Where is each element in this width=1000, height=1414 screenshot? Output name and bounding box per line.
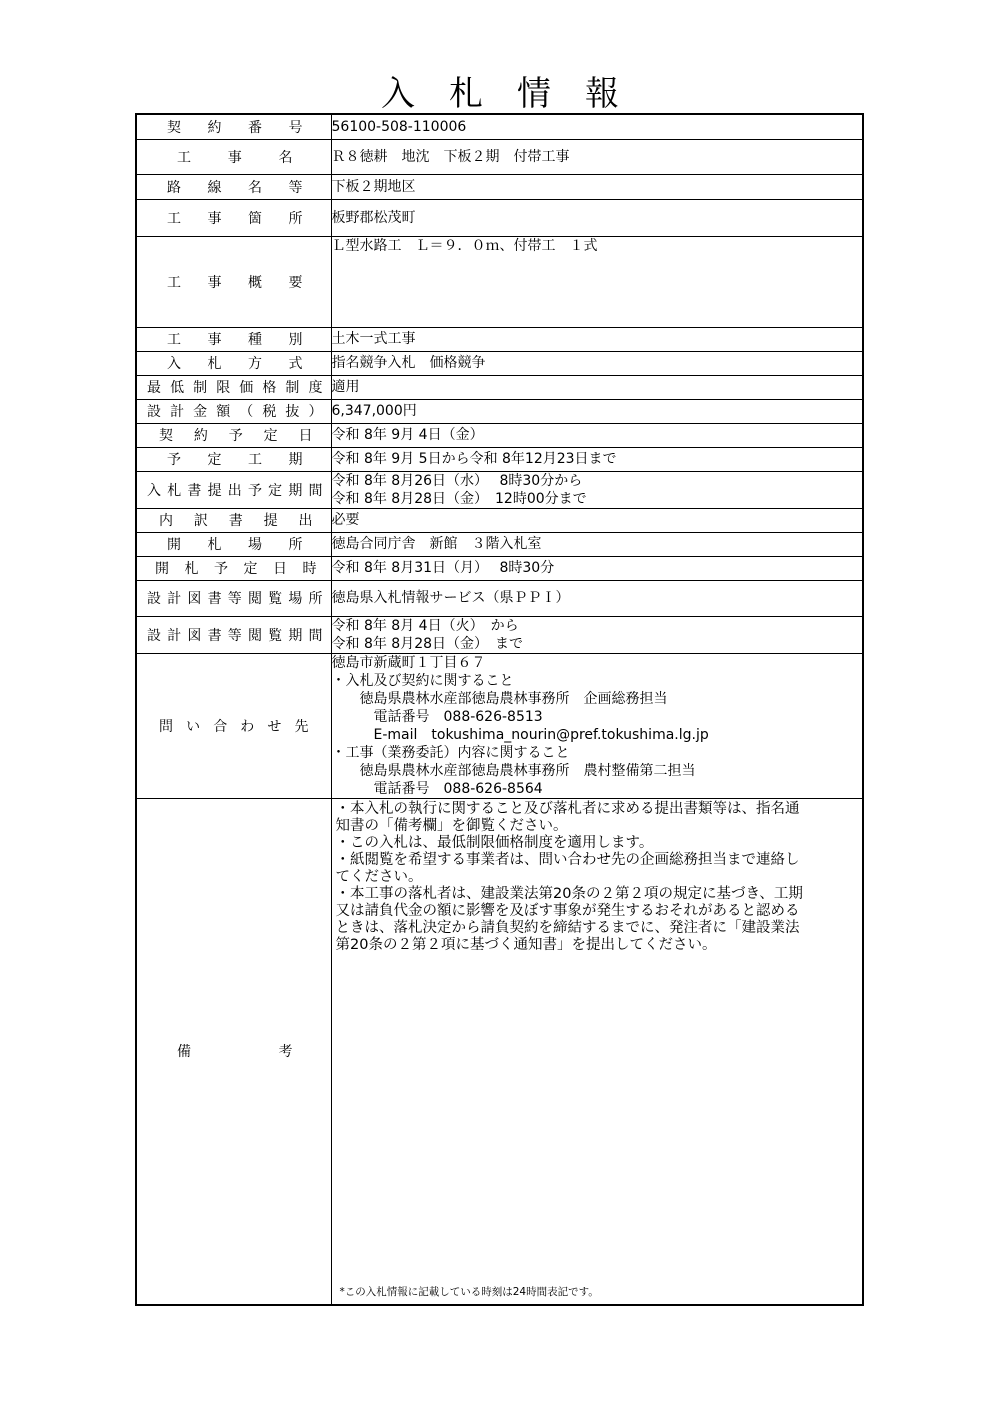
label-design-amount: 設 計 金 額 （ 税 抜 ） — [136, 399, 331, 423]
row-breakdown — [136, 508, 863, 532]
value-project-name: Ｒ８徳耕 地沈 下板２期 付帯工事 — [331, 139, 863, 174]
label-contract-number: 契 約 番 号 — [136, 114, 331, 139]
row-overview — [136, 236, 863, 327]
row-project-name — [136, 139, 863, 174]
value-work-type: 土木一式工事 — [331, 327, 863, 351]
page-title: 入札情報 — [381, 74, 653, 114]
row-minimum-price — [136, 375, 863, 399]
label-minimum-price: 最 低 制 限 価 格 制 度 — [136, 375, 331, 399]
row-viewing-place — [136, 580, 863, 616]
label-project-name: 工 事 名 — [136, 139, 331, 174]
value-overview: Ｌ型水路工 Ｌ＝９．０ｍ、付帯工 １式 — [331, 236, 863, 327]
label-schedule: 予 定 工 期 — [136, 447, 331, 471]
row-submission-period — [136, 471, 863, 508]
label-contact: 問 い 合 わ せ 先 — [136, 653, 331, 798]
row-remarks — [136, 798, 863, 1305]
value-bid-method: 指名競争入札 価格競争 — [331, 351, 863, 375]
row-route-name — [136, 174, 863, 199]
label-work-type: 工 事 種 別 — [136, 327, 331, 351]
label-opening-place: 開 札 場 所 — [136, 532, 331, 556]
value-opening-datetime: 令和 8年 8月31日（月） 8時30分 — [331, 556, 863, 580]
label-overview: 工 事 概 要 — [136, 236, 331, 327]
value-viewing-place: 徳島県入札情報サービス（県ＰＰＩ） — [331, 580, 863, 616]
row-contract-number — [136, 114, 863, 139]
label-bid-method: 入 札 方 式 — [136, 351, 331, 375]
row-work-type — [136, 327, 863, 351]
row-opening-datetime — [136, 556, 863, 580]
label-location: 工 事 箇 所 — [136, 199, 331, 236]
row-schedule — [136, 447, 863, 471]
row-contract-date — [136, 423, 863, 447]
value-contract-date: 令和 8年 9月 4日（金） — [331, 423, 863, 447]
row-opening-place — [136, 532, 863, 556]
value-remarks: ・本入札の執行に関すること及び落札者に求める提出書類等は、指名通 知書の「備考欄」を御覧ください。 ・この入札は、最低制限価格制度を適用します。 ・紙閲覧を希望する事業者は、問い合わせ先の企画総務担当まで連絡し てください。 ・本工事の落札者は、建設業法第20条の２第２項の規定に基づき、工期 又は請負代金の額に影響を及ぼす事象が発生するおそれがあると認める ときは、落札決定から請負契約を締結するまでに、発注者に「建設業法 第20条の２第２項に基づく通知書」を提出してください。 *この入札情報に記載している時刻は24時間表記です。 — [331, 798, 863, 1305]
label-viewing-place: 設 計 図 書 等 閲 覧 場 所 — [136, 580, 331, 616]
label-contract-date: 契 約 予 定 日 — [136, 423, 331, 447]
value-viewing-period: 令和 8年 8月 4日（火） から 令和 8年 8月28日（金） まで — [331, 616, 863, 653]
value-contract-number: 56100-508-110006 — [331, 114, 863, 139]
row-design-amount — [136, 399, 863, 423]
label-submission-period: 入 札 書 提 出 予 定 期 間 — [136, 471, 331, 508]
footnote: *この入札情報に記載している時刻は24時間表記です。 — [339, 1286, 599, 1298]
value-route-name: 下板２期地区 — [331, 174, 863, 199]
value-submission-period: 令和 8年 8月26日（水） 8時30分から 令和 8年 8月28日（金） 12時00分まで — [331, 471, 863, 508]
value-opening-place: 徳島合同庁舎 新館 ３階入札室 — [331, 532, 863, 556]
row-viewing-period — [136, 616, 863, 653]
value-minimum-price: 適用 — [331, 375, 863, 399]
label-route-name: 路 線 名 等 — [136, 174, 331, 199]
row-location — [136, 199, 863, 236]
value-breakdown: 必要 — [331, 508, 863, 532]
label-remarks: 備 考 — [136, 798, 331, 1305]
label-viewing-period: 設 計 図 書 等 閲 覧 期 間 — [136, 616, 331, 653]
label-breakdown: 内 訳 書 提 出 — [136, 508, 331, 532]
value-schedule: 令和 8年 9月 5日から令和 8年12月23日まで — [331, 447, 863, 471]
bid-info-table — [135, 113, 864, 1306]
row-contact — [136, 653, 863, 798]
row-bid-method — [136, 351, 863, 375]
value-design-amount: 6,347,000円 — [331, 399, 863, 423]
label-opening-datetime: 開 札 予 定 日 時 — [136, 556, 331, 580]
value-contact: 徳島市新蔵町１丁目６７ ・入札及び契約に関すること 徳島県農林水産部徳島農林事務所 企画総務担当 電話番号 088-626-8513 E-mail tokushima_nourin@pref.tokushima.lg.jp ・工事（業務委託）内容に関すること 徳島県農林水産部徳島農林事務所 農村整備第二担当 電話番号 088-626-8564 — [331, 653, 863, 798]
value-location: 板野郡松茂町 — [331, 199, 863, 236]
